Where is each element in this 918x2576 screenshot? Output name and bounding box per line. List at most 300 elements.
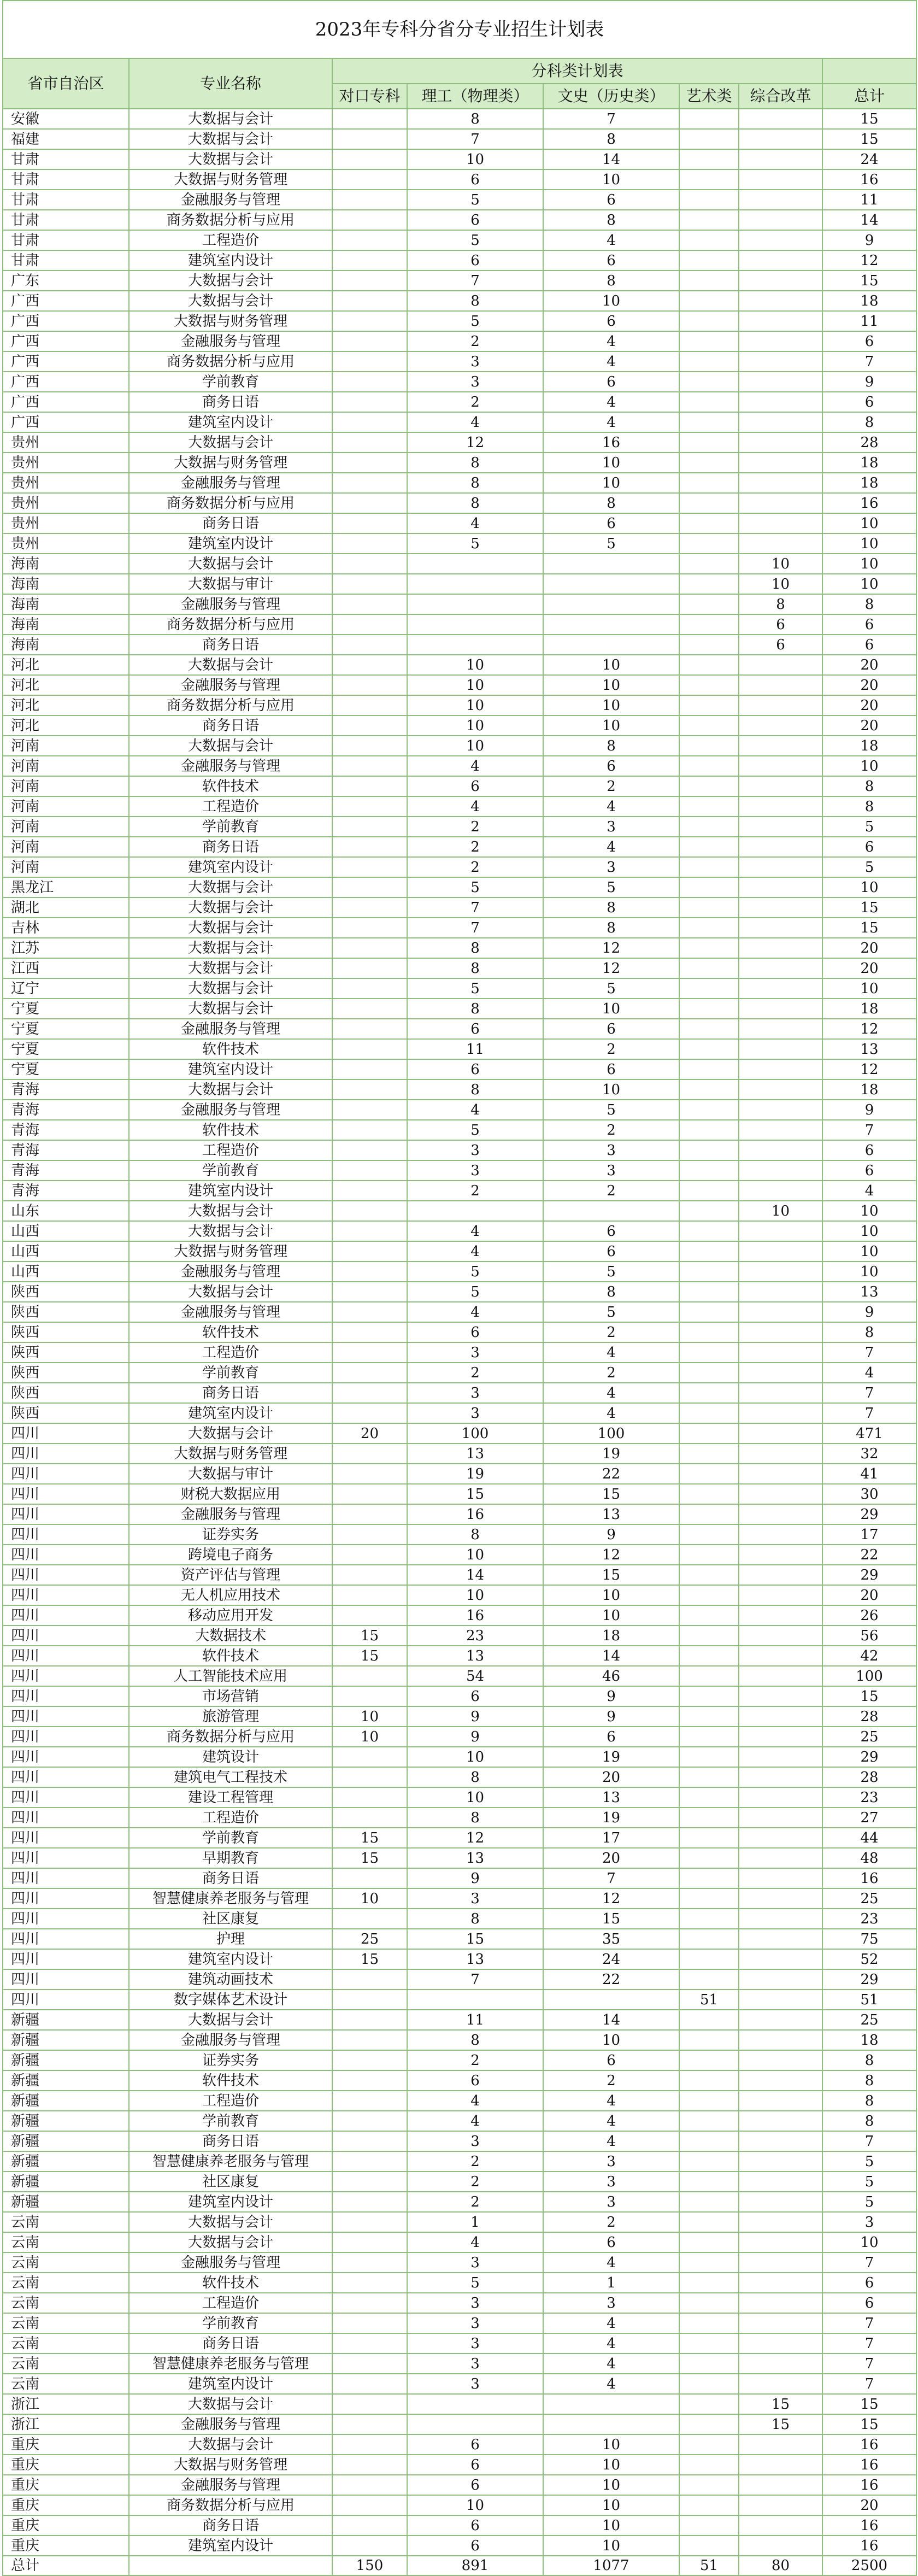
cell-total: 20 — [822, 675, 916, 695]
cell-ligong: 13 — [407, 1848, 543, 1868]
cell-province: 四川 — [3, 1686, 129, 1706]
cell-major: 大数据与会计 — [129, 938, 332, 958]
cell-zonghe — [739, 1302, 822, 1322]
cell-duikou — [332, 1302, 407, 1322]
cell-ligong — [407, 614, 543, 635]
cell-zonghe — [739, 1524, 822, 1545]
cell-major: 商务数据分析与应用 — [129, 1727, 332, 1747]
cell-duikou — [332, 1565, 407, 1585]
cell-ligong: 8 — [407, 453, 543, 473]
cell-major: 大数据与财务管理 — [129, 169, 332, 190]
cell-province: 四川 — [3, 1605, 129, 1626]
cell-duikou — [332, 938, 407, 958]
cell-duikou — [332, 817, 407, 837]
cell-total: 16 — [822, 2536, 916, 2556]
table-row — [3, 1868, 916, 1888]
cell-zonghe — [739, 1383, 822, 1403]
cell-total: 6 — [822, 331, 916, 351]
cell-ligong: 3 — [407, 1403, 543, 1423]
cell-duikou — [332, 533, 407, 554]
table-row — [3, 978, 916, 999]
cell-province: 云南 — [3, 2374, 129, 2394]
cell-ligong: 2 — [407, 1363, 543, 1383]
cell-major: 大数据与会计 — [129, 999, 332, 1019]
cell-zonghe — [739, 2212, 822, 2232]
table-row — [3, 1848, 916, 1868]
header-duikou: 对口专科 — [332, 84, 407, 109]
cell-wenshi: 4 — [543, 837, 679, 857]
cell-duikou — [332, 2374, 407, 2394]
cell-ligong: 8 — [407, 109, 543, 129]
cell-zonghe: 15 — [739, 2394, 822, 2414]
cell-zonghe — [739, 1929, 822, 1949]
cell-yishu — [679, 1626, 739, 1646]
cell-ligong: 8 — [407, 958, 543, 978]
cell-wenshi: 4 — [543, 2131, 679, 2151]
cell-wenshi: 9 — [543, 1706, 679, 1727]
cell-ligong: 8 — [407, 938, 543, 958]
cell-major: 大数据与会计 — [129, 918, 332, 938]
cell-total: 44 — [822, 1828, 916, 1848]
cell-duikou — [332, 756, 407, 776]
cell-province: 四川 — [3, 1949, 129, 1969]
cell-province: 河南 — [3, 837, 129, 857]
cell-wenshi: 3 — [543, 2172, 679, 2192]
cell-major: 大数据与会计 — [129, 1079, 332, 1100]
cell-yishu — [679, 1727, 739, 1747]
cell-yishu — [679, 473, 739, 493]
cell-major: 建筑室内设计 — [129, 2374, 332, 2394]
cell-zonghe — [739, 2111, 822, 2131]
cell-duikou — [332, 776, 407, 796]
cell-yishu — [679, 1100, 739, 1120]
cell-major: 大数据与会计 — [129, 958, 332, 978]
cell-major: 建筑室内设计 — [129, 2192, 332, 2212]
cell-zonghe — [739, 1828, 822, 1848]
cell-yishu — [679, 2475, 739, 2495]
cell-major: 金融服务与管理 — [129, 2030, 332, 2050]
cell-yishu — [679, 1646, 739, 1666]
cell-zonghe — [739, 1585, 822, 1605]
cell-duikou: 10 — [332, 1888, 407, 1909]
cell-total: 20 — [822, 655, 916, 675]
table-row — [3, 1241, 916, 1261]
cell-total: 8 — [822, 1322, 916, 1342]
cell-total: 7 — [822, 1383, 916, 1403]
cell-ligong: 8 — [407, 2030, 543, 2050]
cell-major: 大数据与会计 — [129, 554, 332, 574]
cell-province: 云南 — [3, 2273, 129, 2293]
cell-wenshi: 4 — [543, 230, 679, 250]
cell-major: 护理 — [129, 1929, 332, 1949]
header-zonghe: 综合改革 — [739, 84, 822, 109]
table-row — [3, 918, 916, 938]
cell-duikou — [332, 2333, 407, 2354]
cell-wenshi: 13 — [543, 1504, 679, 1524]
cell-province: 四川 — [3, 1504, 129, 1524]
cell-total: 28 — [822, 1767, 916, 1787]
cell-yishu — [679, 311, 739, 331]
cell-wenshi: 10 — [543, 695, 679, 715]
cell-duikou — [332, 1181, 407, 1201]
cell-province: 四川 — [3, 1787, 129, 1808]
cell-duikou — [332, 2050, 407, 2070]
cell-wenshi: 3 — [543, 2192, 679, 2212]
cell-yishu — [679, 453, 739, 473]
cell-major: 建筑室内设计 — [129, 1403, 332, 1423]
cell-major: 软件技术 — [129, 1039, 332, 1059]
cell-zonghe — [739, 169, 822, 190]
cell-yishu — [679, 1363, 739, 1383]
cell-total: 9 — [822, 372, 916, 392]
cell-total: 10 — [822, 554, 916, 574]
cell-yishu — [679, 918, 739, 938]
cell-province: 广西 — [3, 412, 129, 432]
cell-major: 建筑室内设计 — [129, 412, 332, 432]
cell-yishu — [679, 1444, 739, 1464]
cell-province: 宁夏 — [3, 1019, 129, 1039]
header-province: 省市自治区 — [3, 58, 129, 109]
cell-ligong: 8 — [407, 291, 543, 311]
cell-duikou: 25 — [332, 1929, 407, 1949]
cell-zonghe — [739, 1160, 822, 1181]
cell-province: 重庆 — [3, 2495, 129, 2515]
cell-province: 四川 — [3, 1565, 129, 1585]
cell-zonghe — [739, 1666, 822, 1686]
cell-ligong: 6 — [407, 1322, 543, 1342]
cell-yishu — [679, 1079, 739, 1100]
cell-major: 大数据与会计 — [129, 897, 332, 918]
cell-major: 建筑室内设计 — [129, 533, 332, 554]
table-row — [3, 533, 916, 554]
cell-zonghe — [739, 2455, 822, 2475]
cell-wenshi: 3 — [543, 1160, 679, 1181]
table-row — [3, 1949, 916, 1969]
cell-total: 18 — [822, 2030, 916, 2050]
cell-province: 陕西 — [3, 1363, 129, 1383]
cell-total: 51 — [822, 1990, 916, 2010]
table-row — [3, 1140, 916, 1160]
cell-major: 大数据与会计 — [129, 432, 332, 453]
cell-duikou — [332, 291, 407, 311]
cell-ligong: 5 — [407, 230, 543, 250]
table-row — [3, 817, 916, 837]
cell-major: 工程造价 — [129, 2293, 332, 2313]
cell-duikou — [332, 1444, 407, 1464]
total-sum: 2500 — [822, 2556, 916, 2575]
cell-total: 8 — [822, 2111, 916, 2131]
cell-ligong: 6 — [407, 1686, 543, 1706]
cell-zonghe — [739, 2070, 822, 2091]
cell-wenshi: 17 — [543, 1828, 679, 1848]
cell-ligong: 3 — [407, 1140, 543, 1160]
cell-ligong: 2 — [407, 2050, 543, 2070]
cell-yishu — [679, 1181, 739, 1201]
cell-wenshi — [543, 614, 679, 635]
cell-total: 13 — [822, 1282, 916, 1302]
cell-major: 学前教育 — [129, 1363, 332, 1383]
cell-total: 15 — [822, 109, 916, 129]
table-row — [3, 837, 916, 857]
cell-total: 15 — [822, 271, 916, 291]
header-total-blank — [822, 58, 916, 84]
cell-wenshi: 14 — [543, 1646, 679, 1666]
cell-yishu — [679, 655, 739, 675]
cell-wenshi: 10 — [543, 2495, 679, 2515]
table-row — [3, 351, 916, 372]
cell-yishu — [679, 432, 739, 453]
cell-wenshi: 4 — [543, 331, 679, 351]
cell-total: 100 — [822, 1666, 916, 1686]
cell-total: 6 — [822, 635, 916, 655]
table-row — [3, 756, 916, 776]
cell-wenshi: 4 — [543, 2374, 679, 2394]
cell-zonghe — [739, 1342, 822, 1363]
cell-duikou — [332, 129, 407, 149]
cell-province: 河北 — [3, 695, 129, 715]
cell-zonghe — [739, 736, 822, 756]
table-row — [3, 291, 916, 311]
cell-major: 大数据与财务管理 — [129, 2455, 332, 2475]
cell-ligong: 4 — [407, 1221, 543, 1241]
cell-wenshi — [543, 635, 679, 655]
cell-ligong: 4 — [407, 1100, 543, 1120]
cell-province: 重庆 — [3, 2536, 129, 2556]
cell-ligong: 2 — [407, 392, 543, 412]
cell-yishu — [679, 2030, 739, 2050]
cell-zonghe — [739, 1545, 822, 1565]
cell-major: 金融服务与管理 — [129, 1302, 332, 1322]
cell-duikou — [332, 230, 407, 250]
cell-major: 商务数据分析与应用 — [129, 210, 332, 230]
cell-zonghe — [739, 432, 822, 453]
cell-duikou — [332, 635, 407, 655]
cell-ligong: 100 — [407, 1423, 543, 1444]
cell-province: 河南 — [3, 736, 129, 756]
cell-total: 10 — [822, 2232, 916, 2252]
cell-wenshi: 14 — [543, 2010, 679, 2030]
cell-wenshi: 5 — [543, 1261, 679, 1282]
cell-ligong: 3 — [407, 1383, 543, 1403]
cell-ligong: 8 — [407, 1909, 543, 1929]
header-ligong: 理工（物理类） — [407, 84, 543, 109]
cell-wenshi: 10 — [543, 2434, 679, 2455]
cell-total: 5 — [822, 857, 916, 877]
cell-province: 河南 — [3, 756, 129, 776]
cell-wenshi: 15 — [543, 1484, 679, 1504]
cell-wenshi: 10 — [543, 1605, 679, 1626]
cell-zonghe — [739, 2273, 822, 2293]
cell-total: 75 — [822, 1929, 916, 1949]
cell-province: 重庆 — [3, 2455, 129, 2475]
cell-duikou — [332, 2515, 407, 2536]
cell-province: 四川 — [3, 1909, 129, 1929]
cell-province: 四川 — [3, 1646, 129, 1666]
cell-major: 金融服务与管理 — [129, 2252, 332, 2273]
cell-zonghe — [739, 776, 822, 796]
cell-wenshi: 12 — [543, 958, 679, 978]
cell-province: 四川 — [3, 1929, 129, 1949]
cell-major: 金融服务与管理 — [129, 675, 332, 695]
table-row — [3, 412, 916, 432]
cell-yishu — [679, 2313, 739, 2333]
cell-province: 四川 — [3, 1888, 129, 1909]
cell-yishu — [679, 2070, 739, 2091]
cell-major: 商务日语 — [129, 2333, 332, 2354]
cell-zonghe: 10 — [739, 1201, 822, 1221]
cell-total: 4 — [822, 1363, 916, 1383]
cell-province: 海南 — [3, 574, 129, 594]
table-row — [3, 857, 916, 877]
cell-province: 陕西 — [3, 1322, 129, 1342]
cell-duikou — [332, 978, 407, 999]
table-row — [3, 2293, 916, 2313]
cell-ligong: 4 — [407, 2232, 543, 2252]
cell-wenshi: 10 — [543, 291, 679, 311]
table-row — [3, 655, 916, 675]
cell-wenshi: 2 — [543, 2212, 679, 2232]
cell-yishu — [679, 635, 739, 655]
cell-zonghe — [739, 2374, 822, 2394]
cell-province: 贵州 — [3, 473, 129, 493]
cell-province: 四川 — [3, 1545, 129, 1565]
table-row — [3, 1828, 916, 1848]
cell-province: 山西 — [3, 1221, 129, 1241]
cell-province: 甘肃 — [3, 149, 129, 169]
total-row — [3, 2556, 916, 2575]
cell-ligong: 4 — [407, 513, 543, 533]
cell-province: 广西 — [3, 351, 129, 372]
cell-wenshi: 4 — [543, 796, 679, 817]
cell-wenshi: 14 — [543, 149, 679, 169]
cell-major: 大数据与会计 — [129, 129, 332, 149]
cell-yishu — [679, 2131, 739, 2151]
cell-yishu — [679, 331, 739, 351]
cell-duikou — [332, 2536, 407, 2556]
cell-major: 大数据与会计 — [129, 978, 332, 999]
cell-wenshi: 12 — [543, 1888, 679, 1909]
table-row — [3, 1484, 916, 1504]
table-row — [3, 1282, 916, 1302]
cell-zonghe — [739, 1626, 822, 1646]
cell-province: 吉林 — [3, 918, 129, 938]
cell-province: 青海 — [3, 1140, 129, 1160]
cell-duikou — [332, 2091, 407, 2111]
cell-ligong: 8 — [407, 1808, 543, 1828]
cell-duikou — [332, 1039, 407, 1059]
cell-wenshi: 8 — [543, 271, 679, 291]
cell-duikou: 10 — [332, 1727, 407, 1747]
cell-zonghe — [739, 999, 822, 1019]
cell-yishu — [679, 999, 739, 1019]
cell-yishu — [679, 1524, 739, 1545]
cell-wenshi: 10 — [543, 2455, 679, 2475]
table-row — [3, 675, 916, 695]
cell-duikou — [332, 1363, 407, 1383]
cell-major: 金融服务与管理 — [129, 1504, 332, 1524]
cell-major: 学前教育 — [129, 372, 332, 392]
cell-yishu — [679, 1605, 739, 1626]
cell-zonghe — [739, 1808, 822, 1828]
cell-major: 证券实务 — [129, 1524, 332, 1545]
cell-zonghe — [739, 230, 822, 250]
cell-ligong: 10 — [407, 1747, 543, 1767]
cell-wenshi: 9 — [543, 1686, 679, 1706]
cell-province: 贵州 — [3, 432, 129, 453]
cell-province: 山东 — [3, 1201, 129, 1221]
cell-province: 四川 — [3, 1848, 129, 1868]
cell-zonghe — [739, 1100, 822, 1120]
cell-ligong: 5 — [407, 2273, 543, 2293]
cell-zonghe: 10 — [739, 574, 822, 594]
cell-ligong: 6 — [407, 250, 543, 271]
cell-wenshi: 6 — [543, 756, 679, 776]
cell-duikou — [332, 1767, 407, 1787]
cell-major: 移动应用开发 — [129, 1605, 332, 1626]
cell-ligong: 5 — [407, 533, 543, 554]
cell-duikou — [332, 2434, 407, 2455]
cell-ligong — [407, 635, 543, 655]
cell-zonghe — [739, 2192, 822, 2212]
cell-yishu — [679, 513, 739, 533]
cell-total: 15 — [822, 1686, 916, 1706]
table-row — [3, 1626, 916, 1646]
cell-major: 金融服务与管理 — [129, 1019, 332, 1039]
cell-duikou — [332, 493, 407, 513]
table-row — [3, 210, 916, 230]
table-row — [3, 1322, 916, 1342]
cell-yishu — [679, 2010, 739, 2030]
cell-yishu — [679, 1767, 739, 1787]
cell-ligong: 23 — [407, 1626, 543, 1646]
cell-major: 工程造价 — [129, 1342, 332, 1363]
table-row — [3, 1261, 916, 1282]
cell-total: 42 — [822, 1646, 916, 1666]
cell-ligong: 5 — [407, 1282, 543, 1302]
cell-major: 无人机应用技术 — [129, 1585, 332, 1605]
cell-total: 9 — [822, 1302, 916, 1322]
cell-duikou — [332, 2131, 407, 2151]
cell-total: 29 — [822, 1969, 916, 1990]
cell-province: 青海 — [3, 1181, 129, 1201]
table-row — [3, 1363, 916, 1383]
cell-major: 商务日语 — [129, 1868, 332, 1888]
cell-province: 新疆 — [3, 2131, 129, 2151]
cell-province: 安徽 — [3, 109, 129, 129]
table-row — [3, 1686, 916, 1706]
cell-total: 10 — [822, 513, 916, 533]
table-row — [3, 776, 916, 796]
cell-total: 18 — [822, 291, 916, 311]
cell-zonghe: 6 — [739, 635, 822, 655]
cell-zonghe — [739, 796, 822, 817]
cell-total: 15 — [822, 2414, 916, 2434]
cell-province: 云南 — [3, 2212, 129, 2232]
cell-major: 软件技术 — [129, 1322, 332, 1342]
cell-yishu — [679, 2354, 739, 2374]
cell-zonghe — [739, 1727, 822, 1747]
cell-wenshi: 10 — [543, 655, 679, 675]
cell-total: 8 — [822, 2050, 916, 2070]
cell-wenshi: 5 — [543, 1100, 679, 1120]
cell-yishu — [679, 2252, 739, 2273]
cell-total: 7 — [822, 2252, 916, 2273]
table-row — [3, 1545, 916, 1565]
cell-duikou — [332, 1686, 407, 1706]
cell-yishu — [679, 1484, 739, 1504]
cell-total: 12 — [822, 1019, 916, 1039]
cell-yishu — [679, 2455, 739, 2475]
